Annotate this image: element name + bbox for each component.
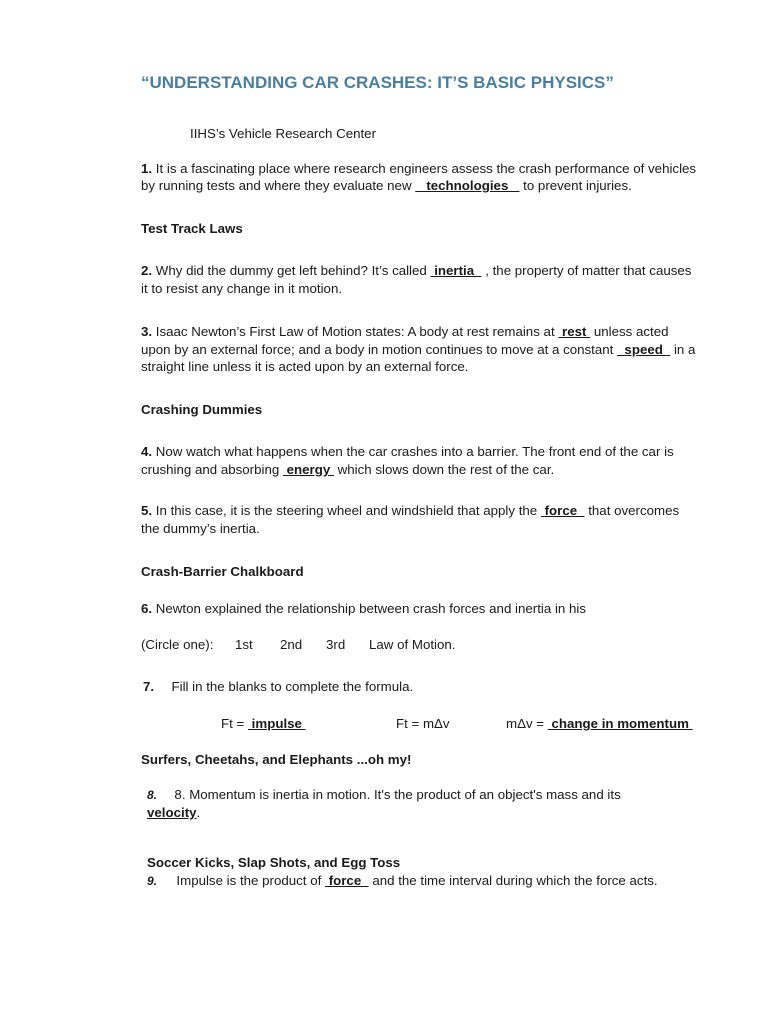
question-2-text-2: , the property of matter that causes	[485, 263, 692, 278]
section-heading-test-track: Test Track Laws	[141, 221, 243, 236]
question-6-number: 6.	[141, 601, 153, 616]
question-9-text-2: and the time interval during which the force acts.	[372, 873, 658, 888]
question-4-line-1	[141, 443, 674, 460]
question-3-line-3: straight line unless it is acted upon by an external force.	[141, 359, 469, 374]
question-6-text: Newton explained the relationship between crash forces and inertia in his	[155, 601, 586, 616]
question-9-number: 9.	[147, 874, 158, 888]
question-5-line-2: the dummy’s inertia.	[141, 521, 260, 536]
question-4-text-3: which slows down the rest of the car.	[337, 462, 555, 477]
question-1-text-3: to prevent injuries.	[523, 178, 632, 193]
formula-impulse-answer: impulse	[247, 716, 306, 731]
question-3-line-2	[141, 341, 695, 358]
question-4-answer: energy	[282, 462, 334, 477]
formula-momentum	[506, 715, 693, 732]
question-8-period: .	[196, 805, 201, 820]
question-5-text-2: that overcomes	[588, 503, 680, 518]
question-9-line-1	[147, 872, 658, 890]
question-6-line-1	[141, 600, 586, 617]
question-6-option-1st[interactable]: 1st	[235, 637, 253, 652]
formula-momentum-answer: change in momentum	[547, 716, 693, 731]
question-3-text-2: unless acted	[593, 324, 669, 339]
question-8-number: 8.	[147, 788, 158, 802]
question-1-number: 1.	[141, 161, 153, 176]
question-7-number: 7.	[143, 679, 155, 694]
document-title: “UNDERSTANDING CAR CRASHES: IT’S BASIC PHYSICS”	[141, 73, 614, 92]
question-8-line-1	[147, 786, 621, 804]
question-6-circle-label: (Circle one):	[141, 637, 214, 652]
question-9-answer: force	[325, 873, 369, 888]
question-1-text-2: by running tests and where they evaluate new	[141, 178, 412, 193]
section-heading-soccer: Soccer Kicks, Slap Shots, and Egg Toss	[147, 855, 401, 870]
question-6-option-3rd[interactable]: 3rd	[326, 637, 346, 652]
question-3-answer-1: rest	[558, 324, 591, 339]
question-4-text: Now watch what happens when the car crashes into a barrier. The front end of the car is	[155, 444, 674, 459]
section-heading-surfers: Surfers, Cheetahs, and Elephants ...oh my!	[141, 752, 412, 767]
formula-momentum-lhs: mΔv =	[506, 716, 545, 731]
formula-impulse	[221, 715, 306, 732]
question-2-line-1	[141, 262, 691, 279]
question-9-text: Impulse is the product of	[176, 873, 322, 888]
question-6-suffix: Law of Motion.	[369, 637, 456, 652]
formula-ft-mdv: Ft = mΔv	[396, 716, 450, 731]
question-5-number: 5.	[141, 503, 153, 518]
question-3-answer-2: speed	[617, 342, 671, 357]
question-3-line-1	[141, 323, 669, 340]
question-8-answer: velocity	[147, 805, 197, 820]
question-4-line-2	[141, 461, 554, 478]
formula-impulse-lhs: Ft =	[221, 716, 245, 731]
question-4-text-2: crushing and absorbing	[141, 462, 280, 477]
question-2-number: 2.	[141, 263, 153, 278]
question-1-text: It is a fascinating place where research engineers assess the crash performance of vehicles	[155, 161, 697, 176]
question-7-text: Fill in the blanks to complete the formula.	[171, 679, 414, 694]
question-2-text: Why did the dummy get left behind? It’s called	[155, 263, 427, 278]
question-5-answer: force	[540, 503, 585, 518]
question-4-number: 4.	[141, 444, 153, 459]
question-3-text-3: upon by an external force; and a body in motion continues to move at a constant	[141, 342, 614, 357]
question-5-line-1	[141, 502, 679, 519]
question-8-line-2	[147, 804, 200, 821]
question-5-text: In this case, it is the steering wheel and windshield that apply the	[155, 503, 538, 518]
subtitle: IIHS’s Vehicle Research Center	[190, 126, 377, 141]
question-1-line-1	[141, 160, 696, 177]
question-3-number: 3.	[141, 324, 153, 339]
question-1-answer: technologies	[415, 178, 520, 193]
section-heading-crashing-dummies: Crashing Dummies	[141, 402, 263, 417]
section-heading-chalkboard: Crash-Barrier Chalkboard	[141, 564, 304, 579]
question-3-text: Isaac Newton’s First Law of Motion states: A body at rest remains at	[155, 324, 555, 339]
question-6-option-2nd[interactable]: 2nd	[280, 637, 303, 652]
question-8-text: 8. Momentum is inertia in motion. It's the product of an object's mass and its	[174, 787, 621, 802]
question-3-text-4: in a	[673, 342, 696, 357]
question-2-line-2: it to resist any change in it motion.	[141, 281, 343, 296]
question-2-answer: inertia	[430, 263, 482, 278]
question-7-line-1	[143, 678, 413, 695]
question-1-line-2	[141, 177, 632, 194]
